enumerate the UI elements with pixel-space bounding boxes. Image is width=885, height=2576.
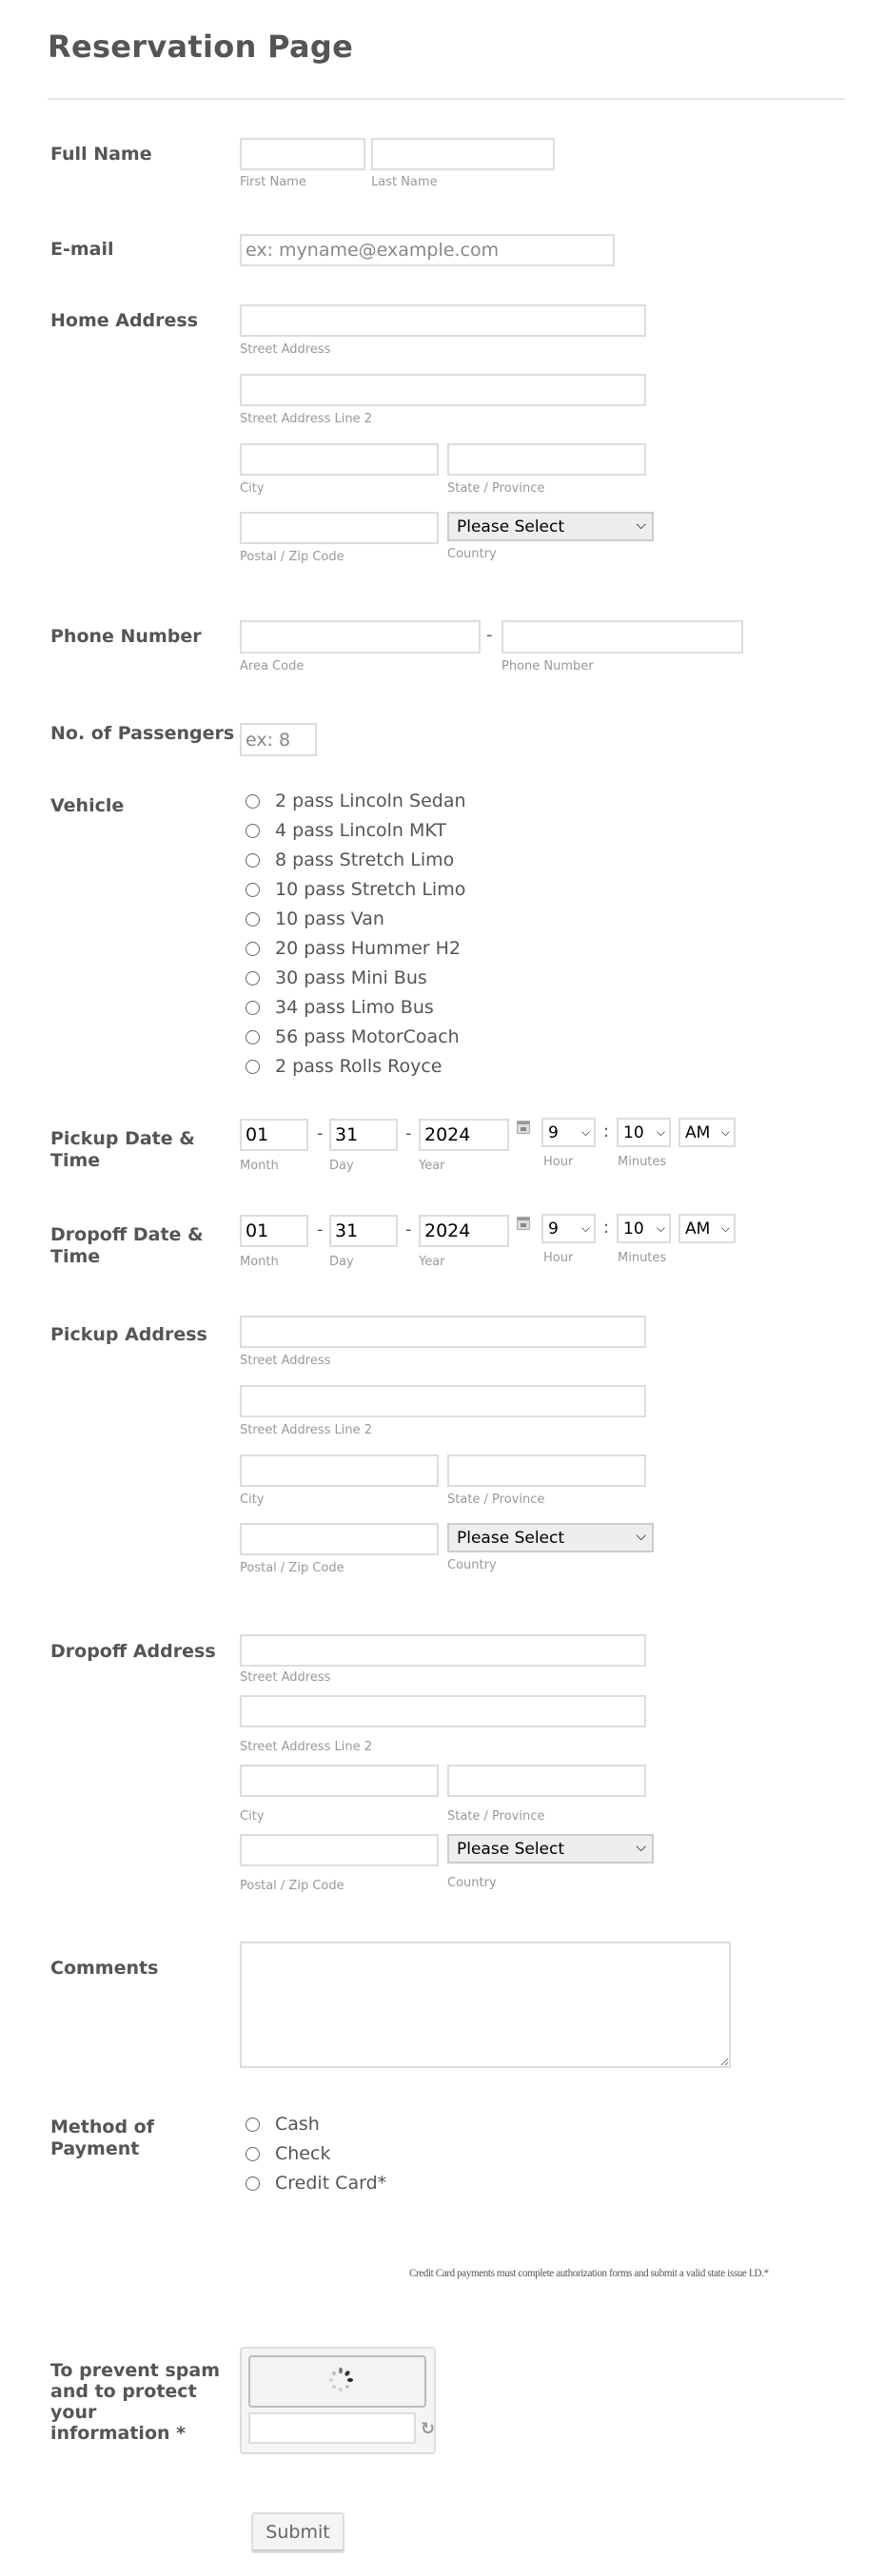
phone-number-input[interactable] [502, 620, 743, 654]
pickup-city-input[interactable] [240, 1454, 439, 1487]
pickup-street2-sublabel: Street Address Line 2 [240, 1423, 373, 1437]
home-country-sublabel: Country [447, 547, 497, 561]
home-zip-sublabel: Postal / Zip Code [240, 550, 344, 564]
dropoff-datetime-label: Dropoff Date & Time [50, 1224, 204, 1267]
radio-button[interactable] [246, 794, 260, 809]
payment-option-cash[interactable]: Cash [246, 2112, 320, 2137]
time-separator: : [603, 1122, 610, 1142]
calendar-icon[interactable] [517, 1121, 530, 1134]
date-separator: - [405, 1123, 412, 1143]
radio-button[interactable] [246, 2176, 260, 2191]
vehicle-option[interactable]: 10 pass Stretch Limo [246, 877, 465, 902]
first-name-sublabel: First Name [240, 175, 306, 189]
pickup-country-sublabel: Country [447, 1558, 497, 1572]
date-separator: - [405, 1220, 412, 1239]
home-city-input[interactable] [240, 443, 439, 476]
chevron-down-icon: ⌵ [720, 1221, 730, 1235]
dropoff-zip-sublabel: Postal / Zip Code [240, 1879, 344, 1893]
pickup-state-input[interactable] [447, 1454, 646, 1487]
comments-label: Comments [50, 1958, 159, 1979]
pickup-minutes-select[interactable]: 10 ⌵ [617, 1118, 671, 1147]
day-sublabel: Day [329, 1159, 354, 1173]
spinner-icon [326, 2366, 355, 2394]
home-country-select[interactable] [447, 512, 654, 541]
radio-button[interactable] [246, 824, 260, 838]
pickup-city-sublabel: City [240, 1493, 265, 1507]
dropoff-state-input[interactable] [447, 1765, 646, 1797]
full-name-label: Full Name [50, 144, 152, 165]
date-separator: - [317, 1123, 324, 1143]
chevron-down-icon: ⌵ [636, 517, 646, 533]
captcha-label: To prevent spam and to protect your information * [50, 2360, 220, 2444]
passengers-label: No. of Passengers [50, 723, 235, 744]
credit-card-disclaimer: Credit Card payments must complete authorization forms and submit a valid state issue I.D.* [409, 2266, 769, 2279]
dropoff-city-input[interactable] [240, 1765, 439, 1797]
dropoff-country-sublabel: Country [447, 1876, 497, 1890]
radio-button[interactable] [246, 942, 260, 956]
home-street-input[interactable] [240, 304, 646, 337]
vehicle-option[interactable]: 8 pass Stretch Limo [246, 848, 454, 872]
radio-button[interactable] [246, 1001, 260, 1015]
year-sublabel: Year [419, 1159, 445, 1173]
pickup-ampm-select[interactable]: AM ⌵ [678, 1118, 736, 1147]
dropoff-city-sublabel: City [240, 1809, 265, 1824]
pickup-hour-select[interactable]: 9 ⌵ [541, 1118, 596, 1147]
dropoff-day-input[interactable] [329, 1215, 398, 1247]
home-address-label: Home Address [50, 310, 199, 331]
pickup-zip-sublabel: Postal / Zip Code [240, 1561, 344, 1575]
dropoff-country-select[interactable]: Please Select ⌵ [447, 1834, 654, 1864]
radio-button[interactable] [246, 2117, 260, 2132]
pickup-country-select[interactable]: Please Select ⌵ [447, 1523, 654, 1552]
chevron-down-icon: ⌵ [580, 1125, 590, 1139]
chevron-down-icon: ⌵ [636, 1529, 646, 1544]
payment-option-check[interactable]: Check [246, 2141, 330, 2166]
pickup-street2-input[interactable] [240, 1385, 646, 1417]
chevron-down-icon: ⌵ [656, 1221, 665, 1235]
chevron-down-icon: ⌵ [656, 1125, 665, 1139]
home-street2-input[interactable] [240, 374, 646, 406]
area-code-input[interactable] [240, 620, 481, 654]
comments-textarea[interactable] [240, 1942, 731, 2068]
last-name-input[interactable] [371, 138, 555, 170]
calendar-icon[interactable] [517, 1217, 530, 1230]
radio-button[interactable] [246, 853, 260, 868]
pickup-street-sublabel: Street Address [240, 1354, 331, 1368]
dropoff-street-sublabel: Street Address [240, 1670, 331, 1685]
dropoff-minutes-select[interactable]: 10 ⌵ [617, 1214, 671, 1243]
email-input[interactable] [240, 234, 615, 266]
pickup-datetime-label: Pickup Date & Time [50, 1128, 195, 1171]
month-sublabel: Month [240, 1159, 279, 1173]
home-zip-input[interactable] [240, 512, 439, 544]
hour-sublabel: Hour [543, 1155, 574, 1169]
dropoff-address-label: Dropoff Address [50, 1641, 216, 1662]
vehicle-option[interactable]: 2 pass Lincoln Sedan [246, 789, 466, 813]
pickup-street-input[interactable] [240, 1316, 646, 1348]
vehicle-option[interactable]: 4 pass Lincoln MKT [246, 818, 446, 843]
pickup-address-label: Pickup Address [50, 1324, 207, 1345]
time-separator: : [603, 1218, 610, 1238]
pickup-state-sublabel: State / Province [447, 1493, 545, 1507]
refresh-icon[interactable]: ↻ [421, 2419, 436, 2439]
pickup-day-input[interactable] [329, 1119, 398, 1151]
dropoff-street-input[interactable] [240, 1634, 646, 1667]
pickup-month-input[interactable] [240, 1119, 308, 1151]
passengers-input[interactable] [240, 723, 317, 756]
home-state-input[interactable] [447, 443, 646, 476]
month-sublabel: Month [240, 1255, 279, 1269]
vehicle-label: Vehicle [50, 795, 125, 816]
dropoff-year-input[interactable] [419, 1215, 509, 1247]
vehicle-option[interactable]: 30 pass Mini Bus [246, 966, 427, 990]
home-country-value: Please Select [457, 517, 565, 537]
vehicle-option[interactable]: 34 pass Limo Bus [246, 995, 434, 1020]
dropoff-street2-sublabel: Street Address Line 2 [240, 1740, 373, 1754]
year-sublabel: Year [419, 1255, 445, 1269]
area-code-sublabel: Area Code [240, 659, 305, 673]
payment-option-credit-card[interactable]: Credit Card* [246, 2171, 386, 2195]
phone-label: Phone Number [50, 626, 202, 647]
email-label: E-mail [50, 239, 114, 260]
minutes-sublabel: Minutes [618, 1251, 667, 1265]
pickup-zip-input[interactable] [240, 1523, 439, 1555]
phone-number-sublabel: Phone Number [502, 659, 594, 673]
home-street-sublabel: Street Address [240, 342, 331, 357]
phone-separator: - [486, 625, 493, 645]
vehicle-option[interactable]: 10 pass Van [246, 907, 384, 931]
radio-button[interactable] [246, 1030, 260, 1044]
radio-button[interactable] [246, 912, 260, 927]
submit-button[interactable]: Submit [251, 2512, 344, 2551]
dropoff-zip-input[interactable] [240, 1834, 439, 1866]
home-city-sublabel: City [240, 481, 265, 496]
dropoff-ampm-select[interactable]: AM ⌵ [678, 1214, 736, 1243]
radio-button[interactable] [246, 1060, 260, 1074]
last-name-sublabel: Last Name [371, 175, 438, 189]
radio-button[interactable] [246, 2147, 260, 2161]
vehicle-option[interactable]: 20 pass Hummer H2 [246, 936, 461, 961]
vehicle-option[interactable]: 2 pass Rolls Royce [246, 1054, 442, 1079]
first-name-input[interactable] [240, 138, 365, 170]
date-separator: - [317, 1220, 324, 1239]
vehicle-option[interactable]: 56 pass MotorCoach [246, 1025, 460, 1049]
dropoff-hour-select[interactable]: 9 ⌵ [541, 1214, 596, 1243]
header-divider [48, 98, 845, 100]
chevron-down-icon: ⌵ [636, 1840, 646, 1855]
home-state-sublabel: State / Province [447, 481, 545, 496]
captcha-input[interactable] [248, 2412, 416, 2444]
hour-sublabel: Hour [543, 1251, 574, 1265]
chevron-down-icon: ⌵ [720, 1125, 730, 1139]
dropoff-month-input[interactable] [240, 1215, 308, 1247]
radio-button[interactable] [246, 971, 260, 986]
radio-button[interactable] [246, 883, 260, 897]
minutes-sublabel: Minutes [618, 1155, 667, 1169]
page-title: Reservation Page [48, 29, 354, 65]
dropoff-street2-input[interactable] [240, 1695, 646, 1727]
chevron-down-icon: ⌵ [580, 1221, 590, 1235]
home-street2-sublabel: Street Address Line 2 [240, 412, 373, 426]
payment-label: Method of Payment [50, 2117, 154, 2159]
pickup-year-input[interactable] [419, 1119, 509, 1151]
day-sublabel: Day [329, 1255, 354, 1269]
dropoff-state-sublabel: State / Province [447, 1809, 545, 1824]
